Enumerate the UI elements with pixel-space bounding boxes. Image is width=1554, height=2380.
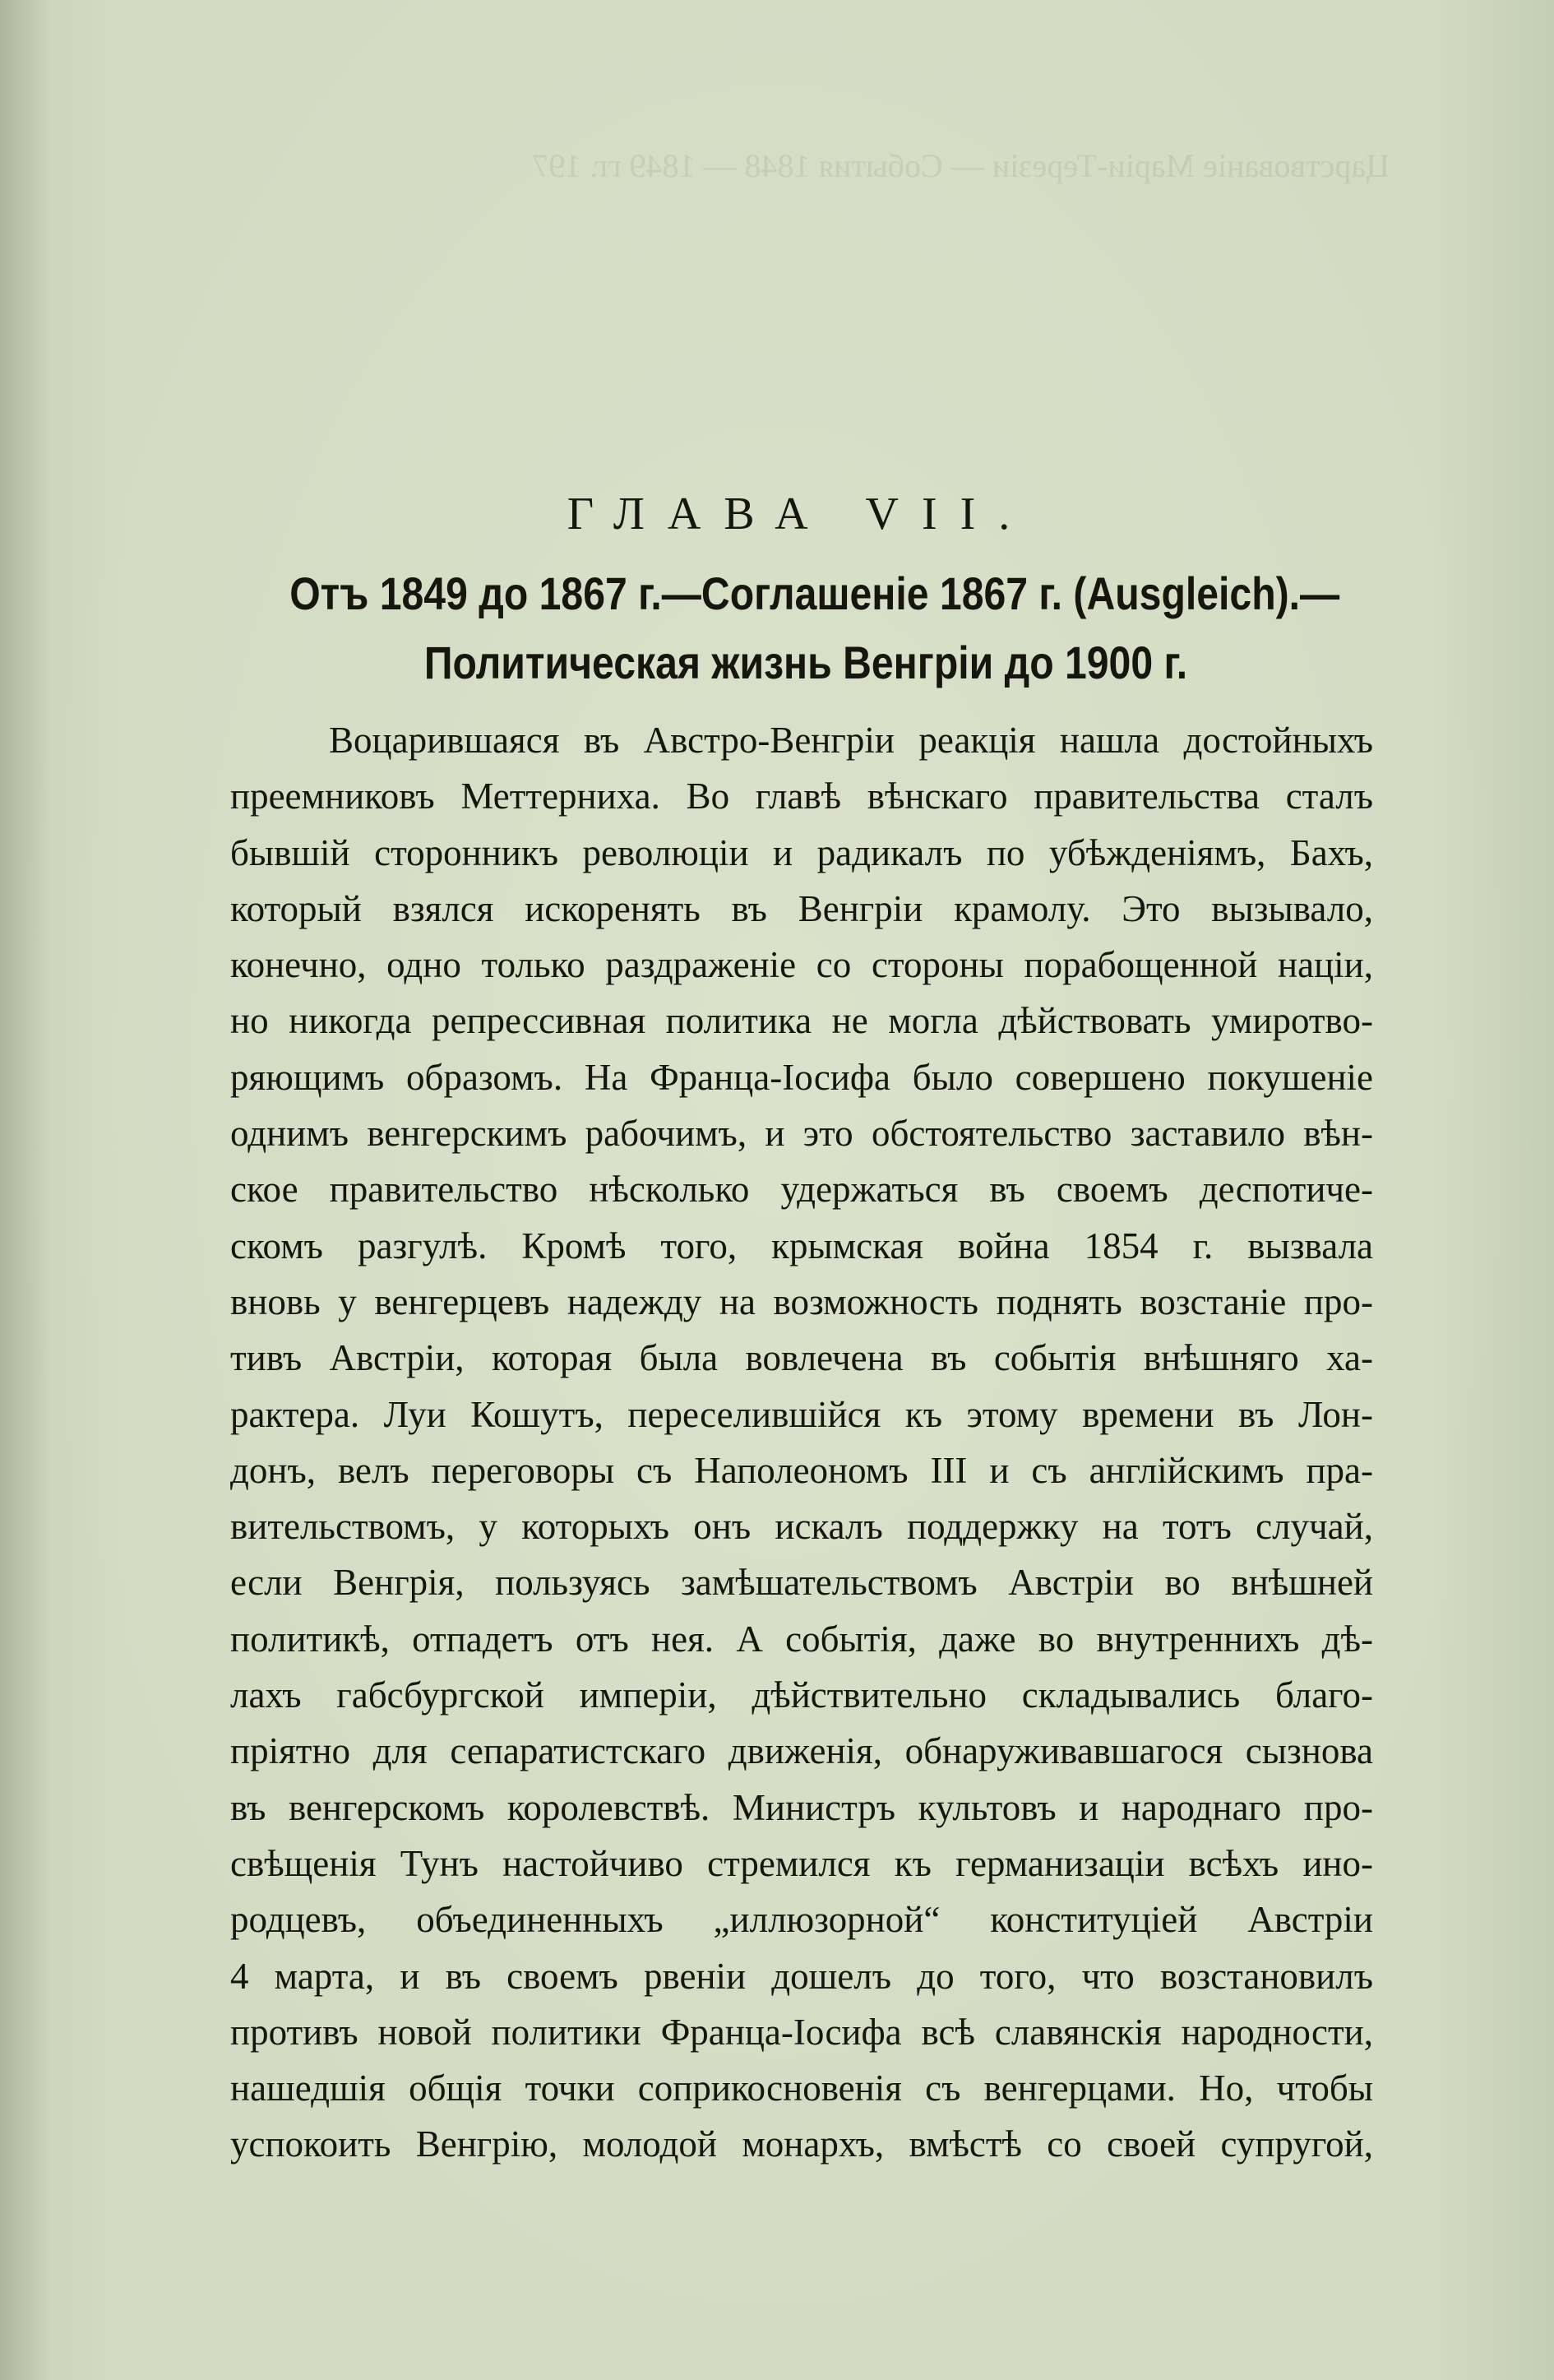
chapter-heading: ГЛАВА VII. (567, 488, 1034, 539)
bleed-through-header: Царствованіе Маріи-Терезіи — События 1848 — 1849 гг. 197 (532, 147, 1390, 184)
text-line: лахъ габсбургской имперіи, дѣйствительно складывались благо- (230, 1674, 1373, 1716)
text-line: преемниковъ Меттерниха. Во главѣ вѣнскаго правительства сталъ (230, 776, 1373, 817)
text-line: донъ, велъ переговоры съ Наполеономъ III и съ англійскимъ пра- (230, 1449, 1373, 1491)
text-line: однимъ венгерскимъ рабочимъ, и это обстоятельство заставило вѣн- (230, 1113, 1373, 1155)
text-line: вновь у венгерцевъ надежду на возможность поднять возстаніе про- (230, 1280, 1373, 1322)
text-line: Воцарившаяся въ Австро-Венгріи реакція нашла достойныхъ (329, 720, 1373, 761)
text-line: ское правительство нѣсколько удержаться въ своемъ деспотиче- (230, 1169, 1373, 1211)
text-line: тивъ Австріи, которая была вовлечена въ событія внѣшняго ха- (230, 1337, 1373, 1379)
text-line: конечно, одно только раздраженіе со стороны порабощенной націи, (230, 944, 1373, 986)
text-line: родцевъ, объединенныхъ „иллюзорной“ конституціей Австріи (230, 1899, 1373, 1941)
text-line: ряющимъ образомъ. На Франца-Іосифа было совершено покушеніе (230, 1056, 1373, 1098)
text-line: если Венгрія, пользуясь замѣшательствомъ Австріи во внѣшней (230, 1562, 1373, 1604)
text-line: бывшій сторонникъ революціи и радикалъ по убѣжденіямъ, Бахъ, (230, 831, 1373, 873)
text-line: который взялся искоренять въ Венгріи крамолу. Это вызывало, (230, 887, 1373, 929)
text-line: въ венгерскомъ королевствѣ. Министръ культовъ и народнаго про- (230, 1786, 1373, 1828)
text-line: рактера. Луи Кошутъ, переселившійся къ этому времени въ Лон- (230, 1393, 1373, 1435)
text-line: скомъ разгулѣ. Кромѣ того, крымская война 1854 г. вызвала (230, 1225, 1373, 1266)
text-line: но никогда репрессивная политика не могла дѣйствовать умиротво- (230, 1000, 1373, 1042)
text-line: пріятно для сепаратистскаго движенія, обнаруживавшагося сызнова (230, 1730, 1373, 1772)
text-line: успокоить Венгрію, молодой монархъ, вмѣстѣ со своей супругой, (230, 2123, 1373, 2165)
text-line: 4 марта, и въ своемъ рвеніи дошелъ до того, что возстановилъ (230, 1955, 1373, 1997)
chapter-title (289, 559, 1340, 697)
chapter-title-line-1: Отъ 1849 до 1867 г.—Соглашеніе 1867 г. (Ausgleich).— (289, 567, 1340, 619)
spine-shadow (0, 0, 49, 2380)
chapter-title-line-2: Политическая жизнь Венгріи до 1900 г. (423, 637, 1188, 688)
text-line: нашедшія общія точки соприкосновенія съ венгерцами. Но, чтобы (230, 2067, 1373, 2109)
text-line: свѣщенія Тунъ настойчиво стремился къ германизаціи всѣхъ ино- (230, 1842, 1373, 1884)
text-line: противъ новой политики Франца-Іосифа всѣ славянскія народности, (230, 2011, 1373, 2053)
text-line: вительствомъ, у которыхъ онъ искалъ поддержку на тотъ случай, (230, 1506, 1373, 1548)
text-line: политикѣ, отпадетъ отъ нея. А событія, даже во внутреннихъ дѣ- (230, 1618, 1373, 1660)
body-paragraph (230, 712, 1373, 2173)
